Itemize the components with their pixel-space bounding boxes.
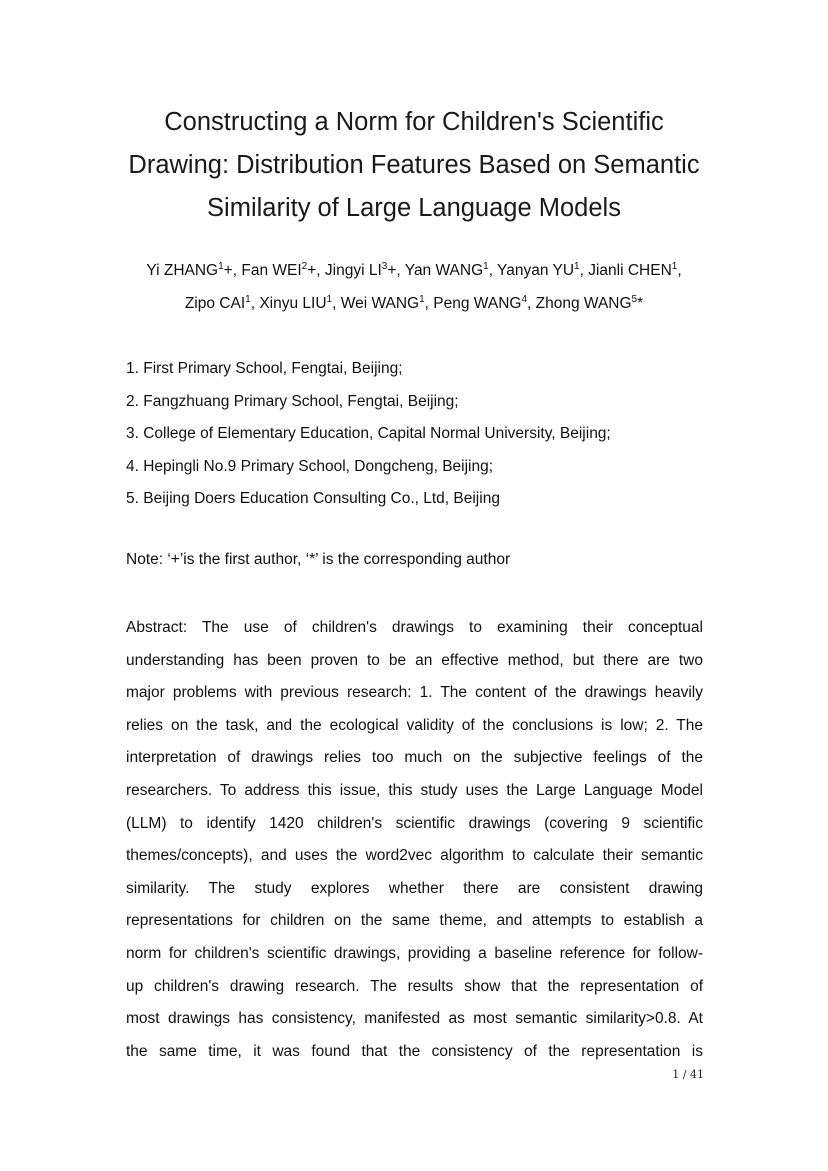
abstract-line: norm for children's scientific drawings, providing a baseline reference for follow- (126, 944, 703, 962)
abstract-line: most drawings has consistency, manifested as most semantic similarity>0.8. At (126, 1010, 703, 1028)
abstract-line: similarity. The study explores whether there are consistent drawing (126, 879, 703, 897)
author: Zhong WANG$^5$* (535, 294, 644, 312)
title-line-3: Similarity of Large Language Models (207, 194, 621, 222)
affiliation: 2. Fangzhuang Primary School, Fengtai, Beijing; (126, 392, 459, 410)
affiliation: 3. College of Elementary Education, Capital Normal University, Beijing; (126, 425, 611, 442)
author: Wei WANG$^1$ (340, 294, 425, 312)
abstract-line: interpretation of drawings relies too much on the subjective feelings of the (126, 749, 703, 767)
affiliation: 5. Beijing Doers Education Consulting Co., Ltd, Beijing (126, 490, 500, 507)
affiliation: 4. Hepingli No.9 Primary School, Dongcheng, Beijing; (126, 457, 494, 475)
author: Xinyu LIU$^1$ (259, 294, 333, 312)
abstract (126, 612, 703, 1068)
abstract-line: themes/concepts), and uses the word2vec algorithm to calculate their semantic (126, 847, 703, 865)
page-separator: / (682, 1068, 687, 1081)
abstract-line: the same time, it was found that the consistency of the representation is (126, 1042, 703, 1060)
title-line-2: Drawing: Distribution Features Based on Semantic (128, 151, 700, 179)
abstract-line: major problems with previous research: 1. The content of the drawings heavily (126, 684, 703, 702)
abstract-line: (LLM) to identify 1420 children's scientific drawings (covering 9 scientific (126, 814, 703, 832)
abstract-line: representations for children on the same theme, and attempts to establish a (126, 912, 703, 930)
page-total: 41 (690, 1068, 704, 1081)
author-note: Note: ‘+’is the first author, ‘*’ is the corresponding author (126, 551, 511, 568)
abstract-line: Abstract: The use of children's drawings to examining their conceptual (126, 619, 703, 636)
affiliation-list (126, 353, 611, 516)
title-line-1: Constructing a Norm for Children's Scientific (164, 108, 664, 136)
paper-title (90, 101, 738, 230)
affiliation: 1. First Primary School, Fengtai, Beijing; (126, 360, 403, 377)
abstract-line: relies on the task, and the ecological validity of the conclusions is low; 2. The (126, 716, 703, 734)
author: Yanyan $YU^1$ (497, 261, 580, 279)
author: Jianli CHEN$^1$ (588, 261, 678, 279)
page-current: 1 (672, 1068, 680, 1081)
author: Zipo CAI$^1$ (184, 294, 251, 312)
abstract-line: understanding has been proven to be an effective method, but there are two (126, 651, 703, 669)
author-line-2: Zipo CAI$^1$, Xinyu LIU$^1$, Wei WANG$^1$, Peng WANG$^4$, Zhong WANG$^5$* (184, 294, 644, 312)
author: Jingyi $LI^3+$ (324, 261, 397, 279)
author: Peng WANG$^4$ (433, 294, 528, 312)
abstract-line: researchers. To address this issue, this study uses the Large Language Model (126, 781, 703, 799)
author-list (90, 254, 738, 320)
author-line-1: Yi $ZHANG^1+$, Fan $WEI^2+$, Jingyi $LI^3+$, Yan WANG$^1$, Yanyan $YU^1$, Jianli CHEN$^1$, (146, 261, 682, 279)
author: Fan $WEI^2+$ (241, 261, 317, 279)
author: Yan WANG$^1$ (404, 261, 489, 279)
abstract-line: up children's drawing research. The results show that the representation of (126, 977, 703, 995)
page-number (600, 1067, 704, 1083)
author: Yi $ZHANG^1+$ (146, 261, 233, 279)
